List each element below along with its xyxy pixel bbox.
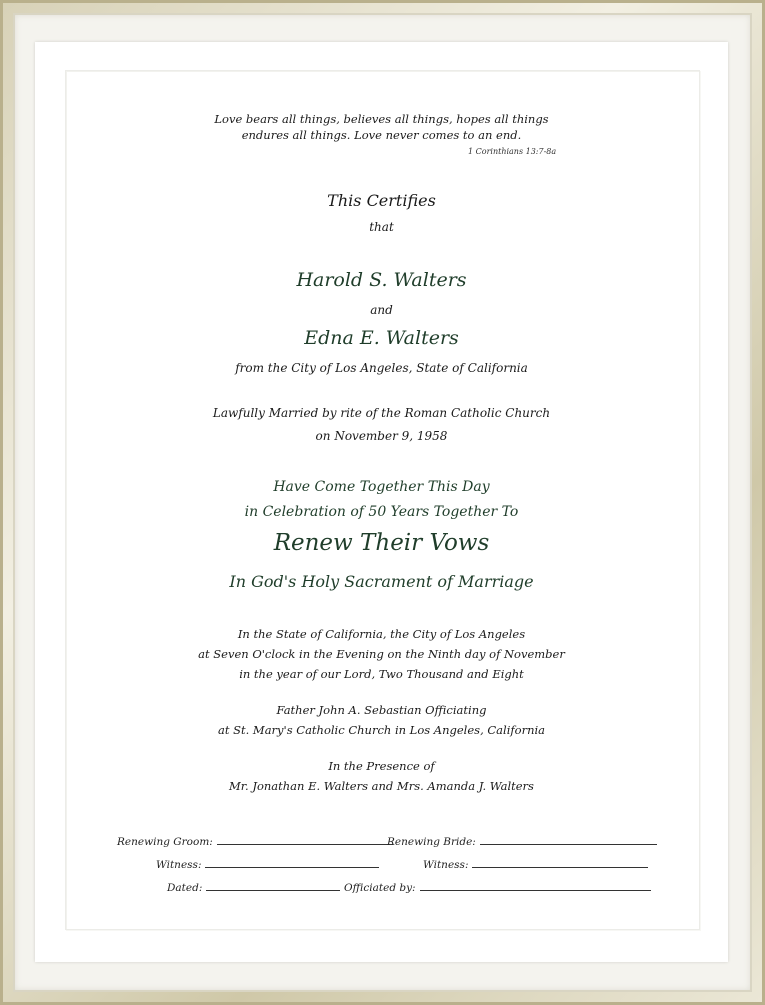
bride-name: Edna E. Walters [304,327,459,349]
dated-line[interactable] [206,881,340,891]
verse-line-1: Love bears all things, believes all things, hopes all things [214,112,549,126]
renew-vows-title: Renew Their Vows [273,530,490,556]
officiated-label: Officiated by: [344,882,416,894]
celebration-line-1: Have Come Together This Day [273,479,490,495]
groom-name: Harold S. Walters [296,269,467,291]
groom-signature-field[interactable] [117,835,393,848]
bride-signature-label: Renewing Bride: [387,836,476,848]
dated-label: Dated: [167,882,203,894]
certificate [35,42,728,962]
witness-1-label: Witness: [156,859,202,871]
witness-1-line[interactable] [205,858,379,868]
presence-line-2: Mr. Jonathan E. Walters and Mrs. Amanda J. Walters [229,779,534,793]
place-line-2: at Seven O'clock in the Evening on the Ninth day of November [198,647,565,661]
bride-signature-line[interactable] [480,835,657,845]
celebration-line-3: In God's Holy Sacrament of Marriage [229,572,534,591]
witness-2-line[interactable] [472,858,648,868]
officiant-line-2: at St. Mary's Catholic Church in Los Angeles, California [217,723,546,737]
witness-1-field[interactable] [156,858,379,871]
bride-signature-field[interactable] [387,835,657,848]
place-line-3: in the year of our Lord, Two Thousand and Eight [239,667,524,681]
certifies-heading: This Certifies [327,191,436,210]
presence-line-1: In the Presence of [328,759,435,773]
dated-field[interactable] [167,881,340,894]
witness-2-label: Witness: [423,859,469,871]
officiated-field[interactable] [344,881,651,894]
celebration-line-2: in Celebration of 50 Years Together To [244,504,519,520]
and-text: and [370,303,393,317]
witness-2-field[interactable] [423,858,648,871]
verse-line-2: endures all things. Love never comes to an end. [241,128,522,142]
groom-signature-label: Renewing Groom: [117,836,213,848]
marriage-line-1: Lawfully Married by rite of the Roman Catholic Church [212,406,551,420]
that-text: that [369,220,394,234]
groom-signature-line[interactable] [217,835,393,845]
couple-origin: from the City of Los Angeles, State of California [235,361,528,375]
place-line-1: In the State of California, the City of Los Angeles [237,627,526,641]
officiant-line-1: Father John A. Sebastian Officiating [276,703,487,717]
verse-citation: 1 Corinthians 13:7-8a [468,147,557,156]
officiated-line[interactable] [420,881,651,891]
marriage-line-2: on November 9, 1958 [315,429,448,443]
